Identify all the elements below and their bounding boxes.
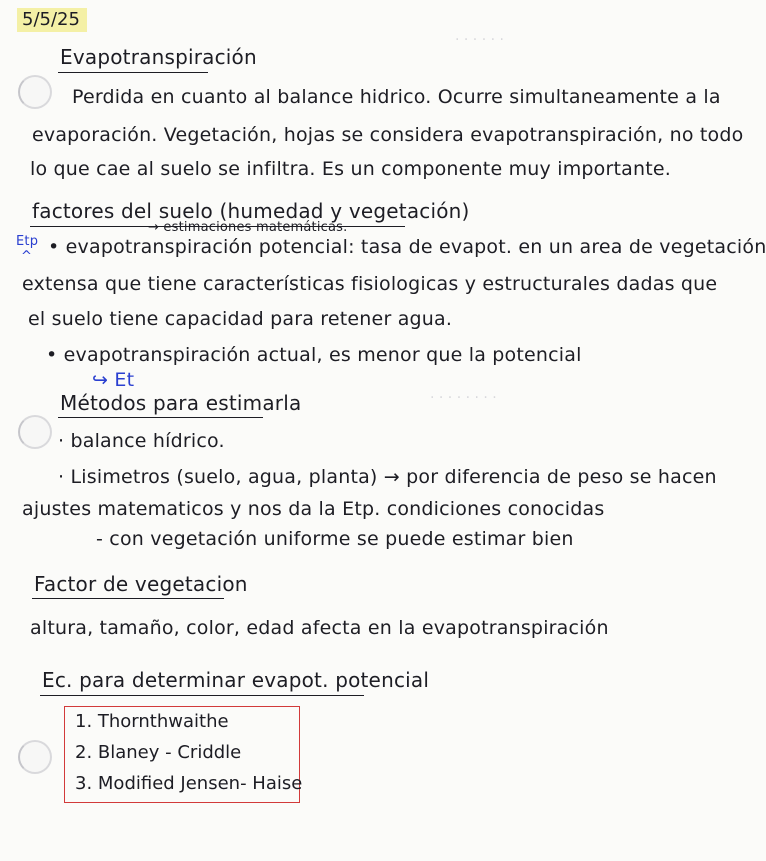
vegetacion-title-underline xyxy=(32,598,224,599)
evapo-line-3: lo que cae al suelo se infiltra. Es un componente muy importante. xyxy=(30,158,672,180)
potencial-line-3: el suelo tiene capacidad para retener agua. xyxy=(28,308,453,330)
metodos-title: Métodos para estimarla xyxy=(60,391,302,415)
etp-caret: ^ xyxy=(21,249,33,264)
potencial-line-2: extensa que tiene características fisiologicas y estructurales dadas que xyxy=(22,273,718,295)
equation-item-2: 2. Blaney - Criddle xyxy=(75,742,242,763)
bleed-through-1: · · · · · · xyxy=(455,32,504,48)
vegetacion-line: altura, tamaño, color, edad afecta en la evapotranspiración xyxy=(30,617,609,639)
vegetacion-title: Factor de vegetacion xyxy=(34,572,248,596)
metodos-item-2: · Lisimetros (suelo, agua, planta) → por diferencia de peso se hacen xyxy=(58,466,717,488)
suelo-sub-note: → estimaciones matemáticas. xyxy=(148,220,348,235)
et-label: ↪ Et xyxy=(92,369,135,391)
metodos-item-1: · balance hídrico. xyxy=(58,430,225,452)
etp-label: Etp xyxy=(16,234,39,249)
actual-line: • evapotranspiración actual, es menor que la potencial xyxy=(46,344,582,366)
binder-hole-middle xyxy=(18,415,52,449)
metodos-item-3: ajustes matematicos y nos da la Etp. condiciones conocidas xyxy=(22,498,605,520)
equation-item-3: 3. Modified Jensen- Haise xyxy=(75,773,303,794)
evapo-line-1: Perdida en cuanto al balance hidrico. Ocurre simultaneamente a la xyxy=(72,86,721,108)
date-label: 5/5/25 xyxy=(22,9,80,30)
ecuaciones-title-underline xyxy=(40,695,364,696)
binder-hole-bottom xyxy=(18,740,52,774)
metodos-title-underline xyxy=(58,417,263,418)
evapo-title-underline xyxy=(58,72,208,73)
suelo-title: factores del suelo (humedad y vegetación) xyxy=(32,199,470,223)
potencial-line-1: • evapotranspiración potencial: tasa de evapot. en un area de vegetación xyxy=(48,236,766,258)
bleed-through-2: · · · · · · · · xyxy=(430,390,497,406)
metodos-item-4: - con vegetación uniforme se puede estimar bien xyxy=(96,528,574,550)
evapo-title: Evapotranspiración xyxy=(60,45,257,69)
equations-box xyxy=(64,706,303,803)
equation-item-1: 1. Thornthwaithe xyxy=(75,711,229,732)
binder-hole-top xyxy=(18,75,52,109)
ecuaciones-title: Ec. para determinar evapot. potencial xyxy=(42,668,430,692)
evapo-line-2: evaporación. Vegetación, hojas se considera evapotranspiración, no todo xyxy=(32,124,744,146)
